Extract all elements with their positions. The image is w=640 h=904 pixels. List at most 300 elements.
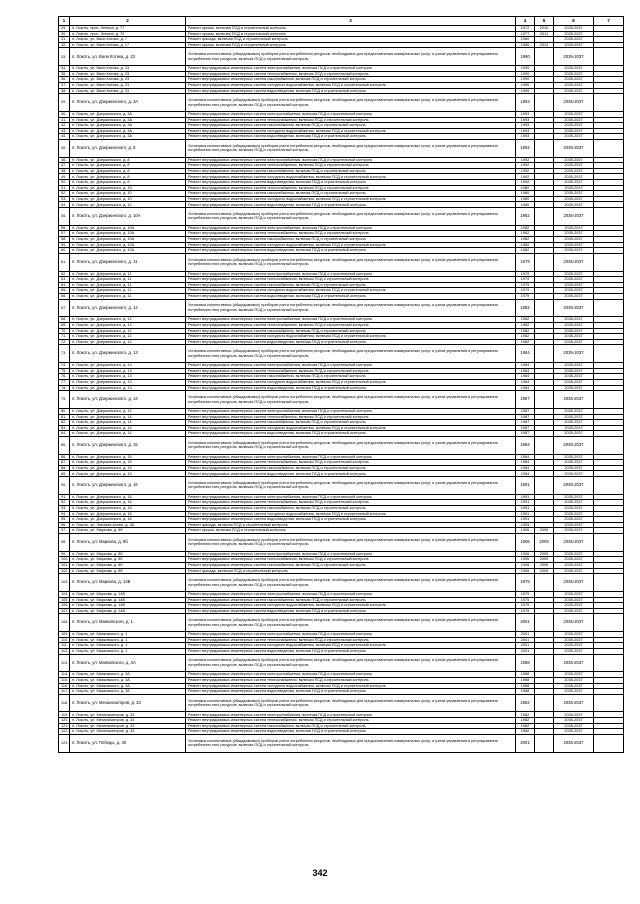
- planned-period-cell: 2035-2037: [554, 511, 594, 517]
- row-number: 73.: [59, 345, 70, 363]
- address-cell: п. Локоть, ул. Вали Котика, д. 7: [70, 37, 186, 43]
- row-number: 48.: [59, 168, 70, 174]
- notes-cell: [594, 139, 624, 157]
- notes-cell: [594, 436, 624, 454]
- planned-period-cell: 2035-2037: [554, 123, 594, 129]
- last-repair-year-cell: [535, 139, 554, 157]
- address-cell: п. Локоть, ул. Маркова, д. 14В: [70, 591, 186, 597]
- row-number: 82.: [59, 420, 70, 426]
- work-type-cell: Установка коллективных (общедомовых) приборов учета потребления ресурсов, необходимых для предоставления коммунальных услуг, и узлов управления и регулирования потребления этих ресурсов, включая ПСД и строительный контроль: [186, 94, 516, 112]
- planned-period-cell: 2035-2037: [554, 562, 594, 568]
- work-type-cell: Ремонт внутридомовых инженерных систем водоотведения, включая ПСД и строительный контроль: [186, 293, 516, 299]
- planned-period-cell: 2035-2037: [554, 534, 594, 552]
- work-type-cell: Ремонт внутридомовых инженерных систем водоотведения, включая ПСД и строительный контроль: [186, 248, 516, 254]
- year-built-cell: 1977: [516, 31, 535, 37]
- row-number: 60.: [59, 248, 70, 254]
- work-type-cell: Ремонт внутридомовых инженерных систем газоснабжения, включая ПСД и строительный контроль: [186, 465, 516, 471]
- row-number: 106.: [59, 603, 70, 609]
- address-cell: п. Локоть, ул. Дзержинского, д. 12: [70, 334, 186, 340]
- work-type-cell: Ремонт фасада, включая ПСД и строительный контроль: [186, 37, 516, 43]
- address-cell: п. Локоть, ул. Маяковского, д. 1: [70, 648, 186, 654]
- work-type-cell: Ремонт внутридомовых инженерных систем электроснабжения, включая ПСД и строительный контроль: [186, 672, 516, 678]
- year-built-cell: 1982: [516, 317, 535, 323]
- work-type-cell: Ремонт внутридомовых инженерных систем газоснабжения, включая ПСД и строительный контроль: [186, 374, 516, 380]
- row-number: 61.: [59, 253, 70, 271]
- address-cell: п. Локоть, ул. Дзержинского, д. 10: [70, 202, 186, 208]
- address-cell: п. Локоть, ул. Дзержинского, д. 11: [70, 288, 186, 294]
- year-built-cell: 1982: [516, 694, 535, 712]
- address-cell: п. Локоть, ул. Дзержинского, д. 12: [70, 317, 186, 323]
- year-built-cell: 1992: [516, 168, 535, 174]
- row-number: 109.: [59, 632, 70, 638]
- work-type-cell: Ремонт внутридомовых инженерных систем теплоснабжения, включая ПСД и строительный контроль: [186, 557, 516, 563]
- year-built-cell: 1988: [516, 677, 535, 683]
- planned-period-cell: 2035-2037: [554, 506, 594, 512]
- year-built-cell: 2001: [516, 734, 535, 752]
- planned-period-cell: 2035-2037: [554, 672, 594, 678]
- planned-period-cell: 2035-2037: [554, 477, 594, 495]
- year-built-cell: 1990: [516, 71, 535, 77]
- work-type-cell: Ремонт внутридомовых инженерных систем газоснабжения, включая ПСД и строительный контроль: [186, 237, 516, 243]
- row-number: 39.: [59, 94, 70, 112]
- row-number: 90.: [59, 477, 70, 495]
- address-cell: п. Локоть, ул. Маяковского, д. 3А: [70, 689, 186, 695]
- planned-period-cell: 2035-2037: [554, 608, 594, 614]
- address-cell: п. Локоть, ул. Дзержинского, д. 11: [70, 253, 186, 271]
- year-built-cell: 1982: [516, 231, 535, 237]
- table-row: [59, 94, 624, 112]
- address-cell: п. Локоть, ул. Маяковского, д. 3А: [70, 672, 186, 678]
- row-number: 41.: [59, 117, 70, 123]
- row-number: 100.: [59, 557, 70, 563]
- address-cell: п. Локоть, ул. Вали Котика, д. 17: [70, 42, 186, 48]
- year-built-cell: 1979: [516, 271, 535, 277]
- table-row: [59, 654, 624, 672]
- year-built-cell: 1975: [516, 597, 535, 603]
- address-cell: п. Локоть, ул. Дзержинского, д. 10А: [70, 231, 186, 237]
- row-number: 57.: [59, 231, 70, 237]
- row-number: 75.: [59, 368, 70, 374]
- last-repair-year-cell: 2011: [535, 31, 554, 37]
- address-cell: п. Локоть, ул. Дзержинского, д. 14: [70, 431, 186, 437]
- work-type-cell: Установка коллективных (общедомовых) приборов учета потребления ресурсов, необходимых для предоставления коммунальных услуг, и узлов управления и регулирования потребления этих ресурсов, включая ПСД и строительный контроль: [186, 734, 516, 752]
- last-repair-year-cell: [535, 208, 554, 226]
- row-number: 117.: [59, 689, 70, 695]
- work-type-cell: Ремонт внутридомовых инженерных систем газоснабжения, включая ПСД и строительный контроль: [186, 723, 516, 729]
- year-built-cell: 1987: [516, 408, 535, 414]
- table-row: [59, 574, 624, 592]
- planned-period-cell: 2035-2037: [554, 712, 594, 718]
- table-row: [59, 436, 624, 454]
- column-number: 6: [554, 17, 594, 26]
- row-number: 66.: [59, 293, 70, 299]
- year-built-cell: 1991: [516, 517, 535, 523]
- year-built-cell: 1987: [516, 425, 535, 431]
- year-built-cell: 1993: [516, 94, 535, 112]
- year-built-cell: 1972: [516, 26, 535, 32]
- address-cell: п. Локоть, ул. Дзержинского, д. 15: [70, 465, 186, 471]
- planned-period-cell: 2035-2037: [554, 271, 594, 277]
- address-cell: п. Локоть, ул. Маяковского, д. 1: [70, 632, 186, 638]
- year-built-cell: 1990: [516, 48, 535, 66]
- year-built-cell: 2001: [516, 614, 535, 632]
- row-number: 33.: [59, 48, 70, 66]
- row-number: 32.: [59, 42, 70, 48]
- year-built-cell: 1992: [516, 139, 535, 157]
- year-built-cell: 1993: [516, 111, 535, 117]
- planned-period-cell: 2035-2037: [554, 242, 594, 248]
- year-built-cell: 1982: [516, 208, 535, 226]
- year-built-cell: 1991: [516, 494, 535, 500]
- notes-cell: [594, 345, 624, 363]
- row-number: 94.: [59, 511, 70, 517]
- work-type-cell: Ремонт внутридомовых инженерных систем теплоснабжения, включая ПСД и строительный контроль: [186, 718, 516, 724]
- work-type-cell: Ремонт внутридомовых инженерных систем холодного водоснабжения, включая ПСД и строительный контроль: [186, 82, 516, 88]
- work-type-cell: Ремонт внутридомовых инженерных систем газоснабжения, включая ПСД и строительный контроль: [186, 282, 516, 288]
- planned-period-cell: 2035-2037: [554, 551, 594, 557]
- work-type-cell: Ремонт внутридомовых инженерных систем водоотведения, включая ПСД и строительный контроль: [186, 471, 516, 477]
- address-cell: п. Локоть, ул. Дзержинского, д. 14: [70, 408, 186, 414]
- work-type-cell: Ремонт внутридомовых инженерных систем электроснабжения, включая ПСД и строительный контроль: [186, 317, 516, 323]
- work-type-cell: Ремонт внутридомовых инженерных систем газоснабжения, включая ПСД и строительный контроль: [186, 168, 516, 174]
- planned-period-cell: 2035-2037: [554, 597, 594, 603]
- row-number: 69.: [59, 322, 70, 328]
- planned-period-cell: 2035-2037: [554, 180, 594, 186]
- work-type-cell: Ремонт внутридомовых инженерных систем газоснабжения, включая ПСД и строительный контроль: [186, 328, 516, 334]
- row-number: 58.: [59, 237, 70, 243]
- address-cell: п. Локоть, ул. Маркова, д. 8б: [70, 557, 186, 563]
- table-row: [59, 534, 624, 552]
- work-type-cell: Ремонт внутридомовых инженерных систем теплоснабжения, включая ПСД и строительный контроль: [186, 460, 516, 466]
- planned-period-cell: 2035-2037: [554, 71, 594, 77]
- year-built-cell: 1984: [516, 471, 535, 477]
- work-type-cell: Ремонт внутридомовых инженерных систем холодного водоснабжения, включая ПСД и строительный контроль: [186, 174, 516, 180]
- work-type-cell: Ремонт внутридомовых инженерных систем электроснабжения, включая ПСД и строительный контроль: [186, 225, 516, 231]
- row-number: 49.: [59, 174, 70, 180]
- address-cell: п. Локоть, ул. Дзержинского, д. 16: [70, 494, 186, 500]
- last-repair-year-cell: [535, 477, 554, 495]
- address-cell: п. Локоть, ул. Дзержинского, д. 8: [70, 139, 186, 157]
- year-built-cell: 1980: [516, 191, 535, 197]
- row-number: 93.: [59, 506, 70, 512]
- year-built-cell: 1984: [516, 374, 535, 380]
- year-built-cell: 1960: [516, 37, 535, 43]
- work-type-cell: Ремонт внутридомовых инженерных систем холодного водоснабжения, включая ПСД и строительный контроль: [186, 242, 516, 248]
- address-cell: п. Локоть, ул. Дзержинского, д. 16: [70, 477, 186, 495]
- planned-period-cell: 2035-2037: [554, 374, 594, 380]
- last-repair-year-cell: [535, 574, 554, 592]
- work-type-cell: Ремонт внутридомовых инженерных систем теплоснабжения, включая ПСД и строительный контроль: [186, 185, 516, 191]
- planned-period-cell: 2035-2037: [554, 557, 594, 563]
- address-cell: п. Локоть, ул. Дзержинского, д. 13: [70, 379, 186, 385]
- table-row: [59, 391, 624, 409]
- work-type-cell: Ремонт внутридомовых инженерных систем водоотведения, включая ПСД и строительный контроль: [186, 385, 516, 391]
- row-number: 81.: [59, 414, 70, 420]
- planned-period-cell: 2035-2037: [554, 591, 594, 597]
- last-repair-year-cell: 2009: [535, 557, 554, 563]
- year-built-cell: 1982: [516, 723, 535, 729]
- row-number: 97.: [59, 528, 70, 534]
- work-type-cell: Ремонт внутридомовых инженерных систем водоотведения, включая ПСД и строительный контроль: [186, 608, 516, 614]
- last-repair-year-cell: [535, 436, 554, 454]
- address-cell: п. Локоть, ул. Дзержинского, д. 15: [70, 460, 186, 466]
- work-type-cell: Ремонт внутридомовых инженерных систем электроснабжения, включая ПСД и строительный контроль: [186, 632, 516, 638]
- year-built-cell: 1984: [516, 454, 535, 460]
- year-built-cell: 1992: [516, 157, 535, 163]
- year-built-cell: 1993: [516, 123, 535, 129]
- address-cell: п. Локоть, ул. Дзержинского, д. 3А: [70, 134, 186, 140]
- work-type-cell: Ремонт крыши, включая ПСД и строительный контроль: [186, 31, 516, 37]
- planned-period-cell: 2035-2037: [554, 237, 594, 243]
- planned-period-cell: 2035-2037: [554, 299, 594, 317]
- address-cell: п. Локоть, ул. Дзержинского, д. 10: [70, 196, 186, 202]
- planned-period-cell: 2035-2037: [554, 363, 594, 369]
- column-number-row: [59, 17, 624, 26]
- row-number: 72.: [59, 339, 70, 345]
- year-built-cell: 1991: [516, 506, 535, 512]
- address-cell: п. Локоть, ул. Механизаторов, д. 33: [70, 718, 186, 724]
- year-built-cell: 1979: [516, 288, 535, 294]
- row-number: 83.: [59, 425, 70, 431]
- row-number: 78.: [59, 385, 70, 391]
- planned-period-cell: 2035-2037: [554, 648, 594, 654]
- planned-period-cell: 2035-2037: [554, 191, 594, 197]
- last-repair-year-cell: [535, 253, 554, 271]
- year-built-cell: 1980: [516, 185, 535, 191]
- planned-period-cell: 2035-2037: [554, 317, 594, 323]
- last-repair-year-cell: 2010: [535, 26, 554, 32]
- year-built-cell: 1991: [516, 477, 535, 495]
- row-number: 110.: [59, 637, 70, 643]
- last-repair-year-cell: [535, 694, 554, 712]
- table-row: [59, 48, 624, 66]
- planned-period-cell: 2035-2037: [554, 643, 594, 649]
- row-number: 104.: [59, 591, 70, 597]
- year-built-cell: 1984: [516, 436, 535, 454]
- planned-period-cell: 2035-2037: [554, 42, 594, 48]
- table-row: [59, 139, 624, 157]
- address-cell: п. Локоть, ул. Дзержинского, д. 16: [70, 506, 186, 512]
- year-built-cell: 1987: [516, 391, 535, 409]
- year-built-cell: 2001: [516, 648, 535, 654]
- table-row: [59, 345, 624, 363]
- year-built-cell: 1975: [516, 608, 535, 614]
- year-built-cell: 1991: [516, 500, 535, 506]
- row-number: 89.: [59, 471, 70, 477]
- work-type-cell: Ремонт внутридомовых инженерных систем электроснабжения, включая ПСД и строительный контроль: [186, 712, 516, 718]
- work-type-cell: Ремонт внутридомовых инженерных систем водоотведения, включая ПСД и строительный контроль: [186, 648, 516, 654]
- last-repair-year-cell: 2009: [535, 551, 554, 557]
- planned-period-cell: 2035-2037: [554, 163, 594, 169]
- planned-period-cell: 2035-2037: [554, 322, 594, 328]
- work-type-cell: Ремонт внутридомовых инженерных систем электроснабжения, включая ПСД и строительный контроль: [186, 591, 516, 597]
- row-number: 86.: [59, 454, 70, 460]
- row-number: 50.: [59, 180, 70, 186]
- work-type-cell: Ремонт внутридомовых инженерных систем холодного водоснабжения, включая ПСД и строительный контроль: [186, 379, 516, 385]
- notes-cell: [594, 299, 624, 317]
- row-number: 80.: [59, 408, 70, 414]
- work-type-cell: Ремонт внутридомовых инженерных систем газоснабжения, включая ПСД и строительный контроль: [186, 123, 516, 129]
- address-cell: п. Локоть, ул. Маркова, д. 8б: [70, 551, 186, 557]
- row-number: 77.: [59, 379, 70, 385]
- row-number: 87.: [59, 460, 70, 466]
- work-type-cell: Ремонт внутридомовых инженерных систем газоснабжения, включая ПСД и строительный контроль: [186, 191, 516, 197]
- address-cell: п. Локоть, ул. Дзержинского, д. 14: [70, 414, 186, 420]
- address-cell: п. Локоть, ул. Дзержинского, д. 11: [70, 282, 186, 288]
- planned-period-cell: 2035-2037: [554, 202, 594, 208]
- row-number: 111.: [59, 643, 70, 649]
- planned-period-cell: 2035-2037: [554, 454, 594, 460]
- address-cell: п. Локоть, ул. Дзержинского, д. 13: [70, 385, 186, 391]
- year-built-cell: 1992: [516, 180, 535, 186]
- row-number: 103.: [59, 574, 70, 592]
- address-cell: п. Локоть, ул. Дзержинского, д. 3А: [70, 123, 186, 129]
- work-type-cell: Ремонт крыши, включая ПСД и строительный контроль: [186, 26, 516, 32]
- planned-period-cell: 2035-2037: [554, 82, 594, 88]
- row-number: 63.: [59, 277, 70, 283]
- planned-period-cell: 2035-2037: [554, 694, 594, 712]
- planned-period-cell: 2035-2037: [554, 293, 594, 299]
- row-number: 123.: [59, 734, 70, 752]
- year-built-cell: 1982: [516, 712, 535, 718]
- address-cell: п. Локоть, ул. Механизаторов, д. 33: [70, 729, 186, 735]
- address-cell: п. Локоть, ул. Липовая аллея, д. 48: [70, 522, 186, 528]
- year-built-cell: 1987: [516, 420, 535, 426]
- year-built-cell: 1992: [516, 163, 535, 169]
- year-built-cell: 1953: [516, 522, 535, 528]
- year-built-cell: 1990: [516, 88, 535, 94]
- row-number: 102.: [59, 568, 70, 574]
- planned-period-cell: 2035-2037: [554, 26, 594, 32]
- work-type-cell: Ремонт внутридомовых инженерных систем электроснабжения, включая ПСД и строительный контроль: [186, 363, 516, 369]
- work-type-cell: Ремонт внутридомовых инженерных систем холодного водоснабжения, включая ПСД и строительный контроль: [186, 288, 516, 294]
- row-number: 119.: [59, 712, 70, 718]
- row-number: 92.: [59, 500, 70, 506]
- year-built-cell: 1990: [516, 66, 535, 72]
- planned-period-cell: 2035-2037: [554, 517, 594, 523]
- address-cell: п. Локоть, ул. Вали Котика, д. 23: [70, 77, 186, 83]
- planned-period-cell: 2035-2037: [554, 94, 594, 112]
- address-cell: п. Локоть, ул. Дзержинского, д. 14: [70, 391, 186, 409]
- row-number: 68.: [59, 317, 70, 323]
- year-built-cell: 1975: [516, 591, 535, 597]
- row-number: 79.: [59, 391, 70, 409]
- address-cell: п. Локоть, ул. Дзержинского, д. 13: [70, 368, 186, 374]
- row-number: 96.: [59, 522, 70, 528]
- year-built-cell: 1984: [516, 465, 535, 471]
- table-row: [59, 734, 624, 752]
- work-type-cell: Ремонт внутридомовых инженерных систем электроснабжения, включая ПСД и строительный контроль: [186, 454, 516, 460]
- address-cell: п. Локоть, ул. Дзержинского, д. 15: [70, 454, 186, 460]
- last-repair-year-cell: [535, 94, 554, 112]
- year-built-cell: 1906: [516, 562, 535, 568]
- planned-period-cell: 2035-2037: [554, 37, 594, 43]
- address-cell: п. Локоть, ул. Дзержинского, д. 11: [70, 271, 186, 277]
- row-number: 95.: [59, 517, 70, 523]
- planned-period-cell: 2035-2037: [554, 134, 594, 140]
- notes-cell: [594, 94, 624, 112]
- work-type-cell: Ремонт внутридомовых инженерных систем водоотведения, включая ПСД и строительный контроль: [186, 339, 516, 345]
- row-number: 91.: [59, 494, 70, 500]
- address-cell: п. Локоть, ул. Маркова, д. 8б: [70, 528, 186, 534]
- last-repair-year-cell: [535, 299, 554, 317]
- planned-period-cell: 2035-2037: [554, 414, 594, 420]
- notes-cell: [594, 477, 624, 495]
- column-number: 1: [59, 17, 70, 26]
- work-type-cell: Установка коллективных (общедомовых) приборов учета потребления ресурсов, необходимых для предоставления коммунальных услуг, и узлов управления и регулирования потребления этих ресурсов, включая ПСД и строительный контроль: [186, 299, 516, 317]
- address-cell: п. Локоть, ул. Дзержинского, д. 11: [70, 293, 186, 299]
- planned-period-cell: 2035-2037: [554, 48, 594, 66]
- work-type-cell: Ремонт внутридомовых инженерных систем газоснабжения, включая ПСД и строительный контроль: [186, 597, 516, 603]
- year-built-cell: 1984: [516, 363, 535, 369]
- address-cell: п. Локоть, ул. Дзержинского, д. 10А: [70, 225, 186, 231]
- row-number: 114.: [59, 672, 70, 678]
- planned-period-cell: 2035-2037: [554, 718, 594, 724]
- planned-period-cell: 2035-2037: [554, 77, 594, 83]
- year-built-cell: 1984: [516, 368, 535, 374]
- planned-period-cell: 2035-2037: [554, 88, 594, 94]
- planned-period-cell: 2035-2037: [554, 729, 594, 735]
- year-built-cell: 1990: [516, 82, 535, 88]
- address-cell: п. Локоть, ул. Маркова, д. 14В: [70, 608, 186, 614]
- work-type-cell: Ремонт внутридомовых инженерных систем водоотведения, включая ПСД и строительный контроль: [186, 180, 516, 186]
- planned-period-cell: 2035-2037: [554, 654, 594, 672]
- year-built-cell: 1979: [516, 293, 535, 299]
- planned-period-cell: 2035-2037: [554, 345, 594, 363]
- year-built-cell: 1982: [516, 334, 535, 340]
- planned-period-cell: 2035-2037: [554, 683, 594, 689]
- row-number: 30.: [59, 31, 70, 37]
- table-row: [59, 477, 624, 495]
- year-built-cell: 1975: [516, 574, 535, 592]
- last-repair-year-cell: 2009: [535, 528, 554, 534]
- column-number: 5: [535, 17, 554, 26]
- planned-period-cell: 2035-2037: [554, 248, 594, 254]
- address-cell: п. Локоть, ул. Дзержинского, д. 10: [70, 191, 186, 197]
- row-number: 51.: [59, 185, 70, 191]
- year-built-cell: 1982: [516, 242, 535, 248]
- address-cell: п. Локоть, ул. Маяковского, д. 3А: [70, 683, 186, 689]
- address-cell: п. Локоть, ул. Механизаторов, д. 33: [70, 723, 186, 729]
- year-built-cell: 1987: [516, 431, 535, 437]
- last-repair-year-cell: 2009: [535, 562, 554, 568]
- row-number: 116.: [59, 683, 70, 689]
- planned-period-cell: 2035-2037: [554, 368, 594, 374]
- work-type-cell: Ремонт внутридомовых инженерных систем электроснабжения, включая ПСД и строительный контроль: [186, 271, 516, 277]
- address-cell: п. Локоть, ул. Дзержинского, д. 14: [70, 425, 186, 431]
- work-type-cell: Установка коллективных (общедомовых) приборов учета потребления ресурсов, необходимых для предоставления коммунальных услуг, и узлов управления и регулирования потребления этих ресурсов, включая ПСД и строительный контроль: [186, 477, 516, 495]
- year-built-cell: 1975: [516, 603, 535, 609]
- planned-period-cell: 2035-2037: [554, 637, 594, 643]
- row-number: 74.: [59, 363, 70, 369]
- year-built-cell: 1982: [516, 237, 535, 243]
- row-number: 85.: [59, 436, 70, 454]
- row-number: 118.: [59, 694, 70, 712]
- row-number: 101.: [59, 562, 70, 568]
- row-number: 107.: [59, 608, 70, 614]
- work-type-cell: Ремонт внутридомовых инженерных систем водоотведения, включая ПСД и строительный контроль: [186, 729, 516, 735]
- table-row: [59, 694, 624, 712]
- planned-period-cell: 2035-2037: [554, 436, 594, 454]
- planned-period-cell: 2035-2037: [554, 460, 594, 466]
- year-built-cell: 1982: [516, 248, 535, 254]
- work-type-cell: Установка коллективных (общедомовых) приборов учета потребления ресурсов, необходимых для предоставления коммунальных услуг, и узлов управления и регулирования потребления этих ресурсов, включая ПСД и строительный контроль: [186, 654, 516, 672]
- last-repair-year-cell: [535, 614, 554, 632]
- year-built-cell: 1993: [516, 134, 535, 140]
- work-type-cell: Ремонт внутридомовых инженерных систем теплоснабжения, включая ПСД и строительный контроль: [186, 163, 516, 169]
- year-built-cell: 1979: [516, 282, 535, 288]
- column-number: 2: [70, 17, 186, 26]
